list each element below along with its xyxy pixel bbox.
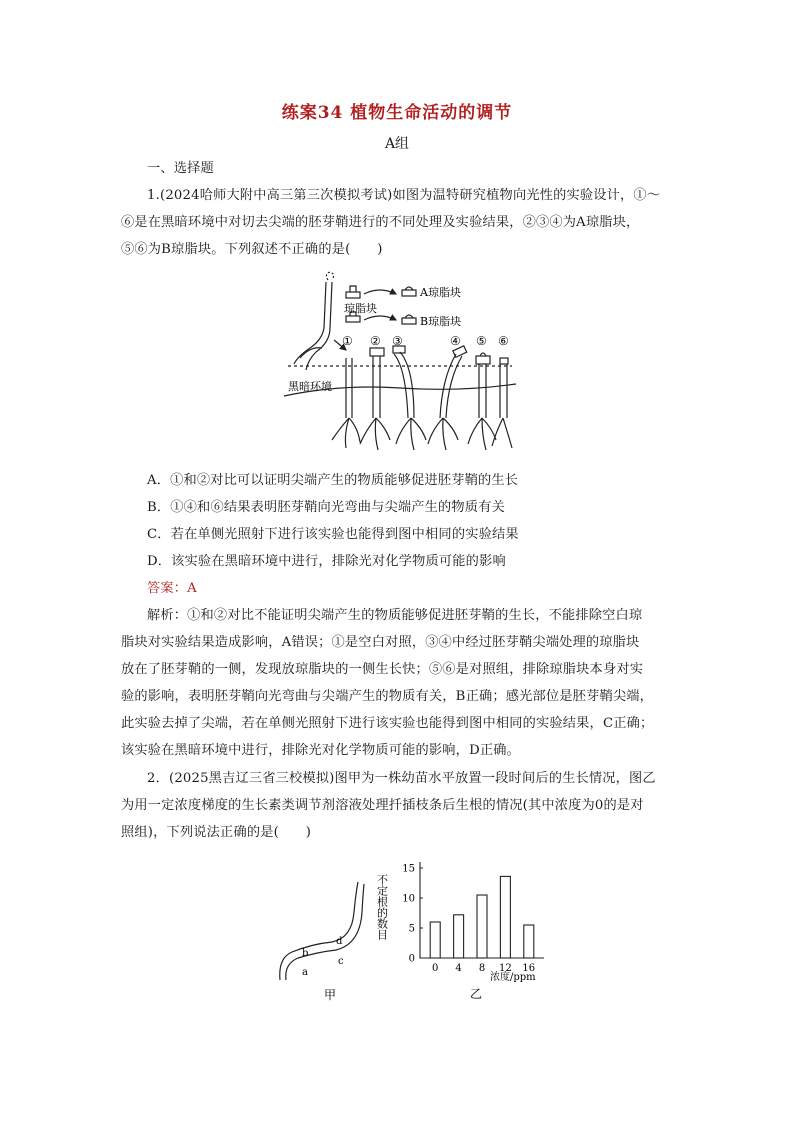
option-c: C．若在单侧光照射下进行该实验也能得到图中相同的实验结果 <box>147 527 519 542</box>
a-agar-label: A琼脂块 <box>420 286 461 299</box>
y-tick-label: 5 <box>408 923 415 935</box>
q1-figure <box>280 268 520 458</box>
point-d: d <box>336 936 343 947</box>
y-axis-label: 不定根的数目 <box>375 874 389 940</box>
bar <box>430 922 440 958</box>
q1-stem-line: ⑥是在黑暗环境中对切去尖端的胚芽鞘进行的不同处理及实验结果，②③④为A琼脂块， <box>121 215 640 230</box>
page-title: 练案34 植物生命活动的调节 <box>281 103 513 123</box>
analysis-line: 该实验在黑暗环境中进行，排除光对化学物质可能的影响，D正确。 <box>121 743 521 758</box>
num-label: ② <box>370 334 381 348</box>
dark-label: 黑暗环境 <box>288 380 332 393</box>
option-b: B．①④和⑥结果表明胚芽鞘向光弯曲与尖端产生的物质有关 <box>147 500 505 515</box>
bar <box>477 895 487 958</box>
q1-stem <box>121 182 717 263</box>
option-d: D．该实验在黑暗环境中进行，排除光对化学物质可能的影响 <box>147 554 506 569</box>
x-tick-label: 8 <box>478 963 486 974</box>
analysis-line: 脂块对实验结果造成影响，A错误；①是空白对照，③④中经过胚芽鞘尖端处理的琼脂块 <box>121 635 640 650</box>
point-a: a <box>302 967 308 978</box>
y-tick-label: 0 <box>408 953 415 965</box>
b-agar-label: B琼脂块 <box>420 315 462 328</box>
q2-stem <box>121 765 717 846</box>
answer-label: 答案： <box>147 581 188 596</box>
answer-value: A <box>187 581 197 596</box>
bar <box>454 915 464 958</box>
analysis-line: 解析：①和②对比不能证明尖端产生的物质能够促进胚芽鞘的生长，不能排除空白琼 <box>147 608 643 623</box>
y-tick-label: 15 <box>402 863 415 875</box>
point-b: b <box>302 948 309 959</box>
q1-analysis <box>121 602 717 764</box>
caption-yi: 乙 <box>470 987 483 1001</box>
q2-stem-line: 为用一定浓度梯度的生长素类调节剂溶液处理扦插枝条后生根的情况(其中浓度为0的是对 <box>121 798 644 813</box>
x-tick-label: 4 <box>455 963 462 974</box>
num-label: ④ <box>450 334 461 348</box>
q2-stem-line: 2．(2025黑吉辽三省三校模拟)图甲为一株幼苗水平放置一段时间后的生长情况，图乙 <box>147 771 656 786</box>
analysis-line: 验的影响，表明胚芽鞘向光弯曲与尖端产生的物质有关，B正确；感光部位是胚芽鞘尖端， <box>121 689 653 704</box>
answer-line <box>147 575 717 602</box>
bar <box>524 925 534 958</box>
q1-stem-line: 1.(2024哈师大附中高三第三次模拟考试)如图为温特研究植物向光性的实验设计，①～ <box>147 188 661 203</box>
bar <box>500 876 510 958</box>
y-tick-label: 10 <box>402 893 415 905</box>
option-a: A．①和②对比可以证明尖端产生的物质能够促进胚芽鞘的生长 <box>147 473 519 488</box>
bar-chart <box>372 852 552 1002</box>
num-label: ① <box>342 334 353 348</box>
num-label: ③ <box>392 334 403 348</box>
point-c: c <box>338 956 344 967</box>
x-tick-label: 12 <box>499 963 512 974</box>
analysis-line: 此实验去掉了尖端，若在单侧光照射下进行该实验也能得到图中相同的实验结果，C正确； <box>121 716 654 731</box>
num-label: ⑥ <box>498 334 509 348</box>
q1-options <box>147 467 717 602</box>
section-heading: 一、选择题 <box>147 161 214 176</box>
x-tick-label: 0 <box>432 963 439 974</box>
q2-stem-line: 照组)，下列说法正确的是( ) <box>121 825 312 840</box>
q1-stem-line: ⑤⑥为B琼脂块。下列叙述不正确的是( ) <box>121 242 383 257</box>
caption-jia: 甲 <box>324 988 337 1002</box>
num-label: ⑤ <box>476 334 487 348</box>
agar-label: 琼脂块 <box>344 302 377 315</box>
x-axis-label: 浓度/ppm <box>490 972 536 983</box>
analysis-line: 放在了胚芽鞘的一侧，发现放琼脂块的一侧生长快；⑤⑥是对照组，排除琼脂块本身对实 <box>121 662 644 677</box>
x-tick-label: 16 <box>522 963 536 974</box>
group-label: A组 <box>384 136 410 152</box>
fig-jia <box>272 872 372 1004</box>
